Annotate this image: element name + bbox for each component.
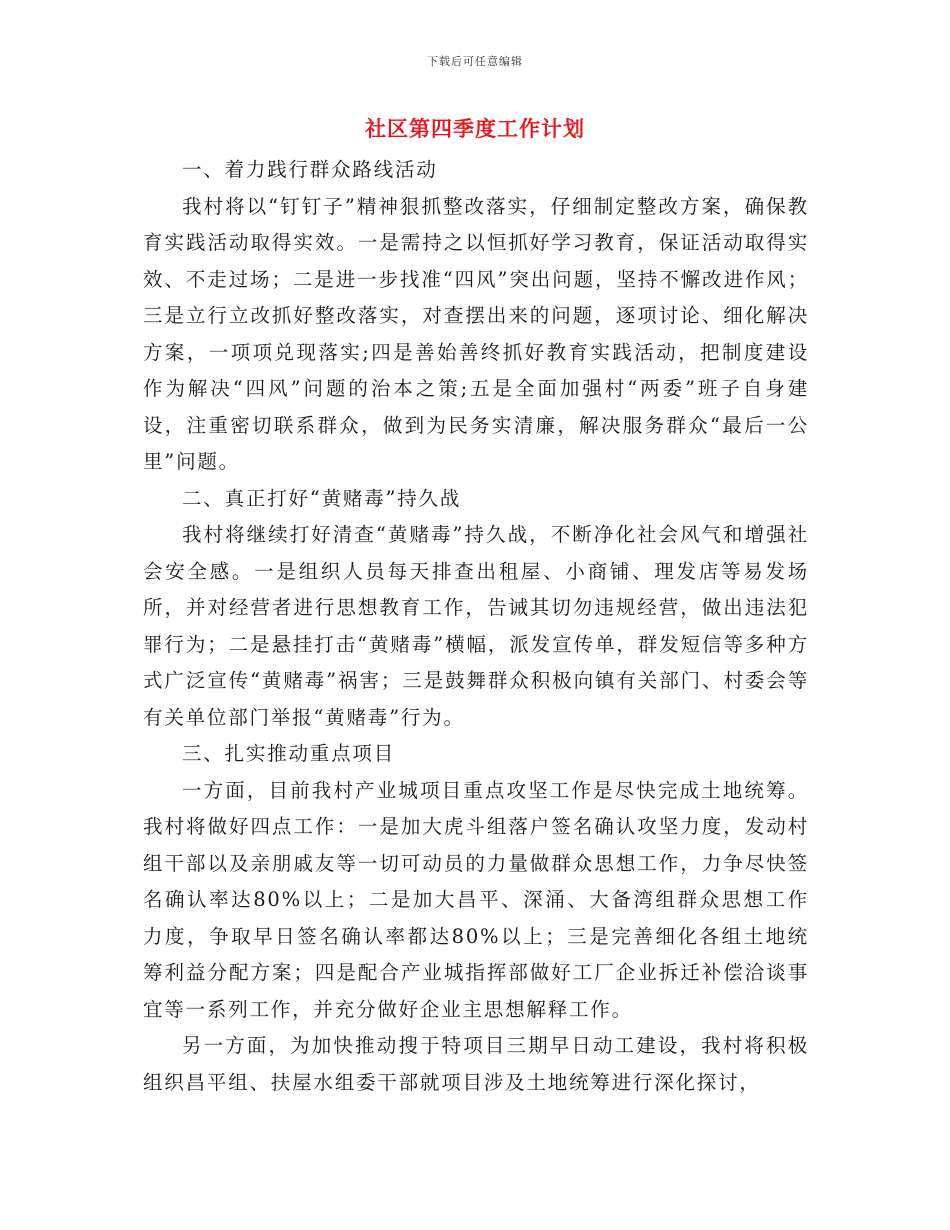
section-heading-1: 一、着力践行群众路线活动	[182, 158, 438, 181]
paragraph-2: 我村将继续打好清查“黄赌毒”持久战，不断净化社会风气和增强社会安全感。一是组织人员每天排查出租屋、小商铺、理发店等易发场所，并对经营者进行思想教育工作，告诫其切勿违规经营，做出违法犯罪行为；二是悬挂打击“黄赌毒”横幅，派发宣传单，群发短信等多种方式广泛宣传“黄赌毒”祸害；三是鼓舞群众积极向镇有关部门、村委会等有关单位部门举报“黄赌毒”行为。	[143, 523, 809, 729]
document-title: 社区第四季度工作计划	[365, 116, 585, 141]
paragraph-1: 我村将以“钉钉子”精神狠抓整改落实，仔细制定整改方案，确保教育实践活动取得实效。一是需持之以恒抓好学习教育，保证活动取得实效、不走过场；二是进一步找准“四风”突出问题，坚持不懈改进作风；三是立行立改抓好整改落实，对查摆出来的问题，逐项讨论、细化解决方案，一项项兑现落实;四是善始善终抓好教育实践活动，把制度建设作为解决“四风”问题的治本之策;五是全面加强村“两委”班子自身建设，注重密切联系群众，做到为民务实清廉，解决服务群众“最后一公里”问题。	[143, 194, 809, 473]
document-body	[143, 152, 809, 1101]
paragraph-4: 另一方面，为加快推动搜于特项目三期早日动工建设，我村将积极组织昌平组、扶屋水组委干部就项目涉及土地统筹进行深化探讨，	[143, 1034, 809, 1094]
paragraph-3: 一方面，目前我村产业城项目重点攻坚工作是尽快完成土地统筹。我村将做好四点工作：一是加大虎斗组落户签名确认攻坚力度，发动村组干部以及亲朋戚友等一切可动员的力量做群众思想工作，力争尽快签名确认率达80%以上；二是加大昌平、深涌、大备湾组群众思想工作力度，争取早日签名确认率都达80%以上；三是完善细化各组土地统筹利益分配方案；四是配合产业城指挥部做好工厂企业拆迁补偿洽谈事宜等一系列工作，并充分做好企业主思想解释工作。	[143, 778, 809, 1021]
header-note: 下载后可任意编辑	[427, 55, 523, 68]
section-heading-3: 三、扎实推动重点项目	[182, 742, 396, 765]
section-heading-2: 二、真正打好“黄赌毒”持久战	[182, 486, 462, 510]
